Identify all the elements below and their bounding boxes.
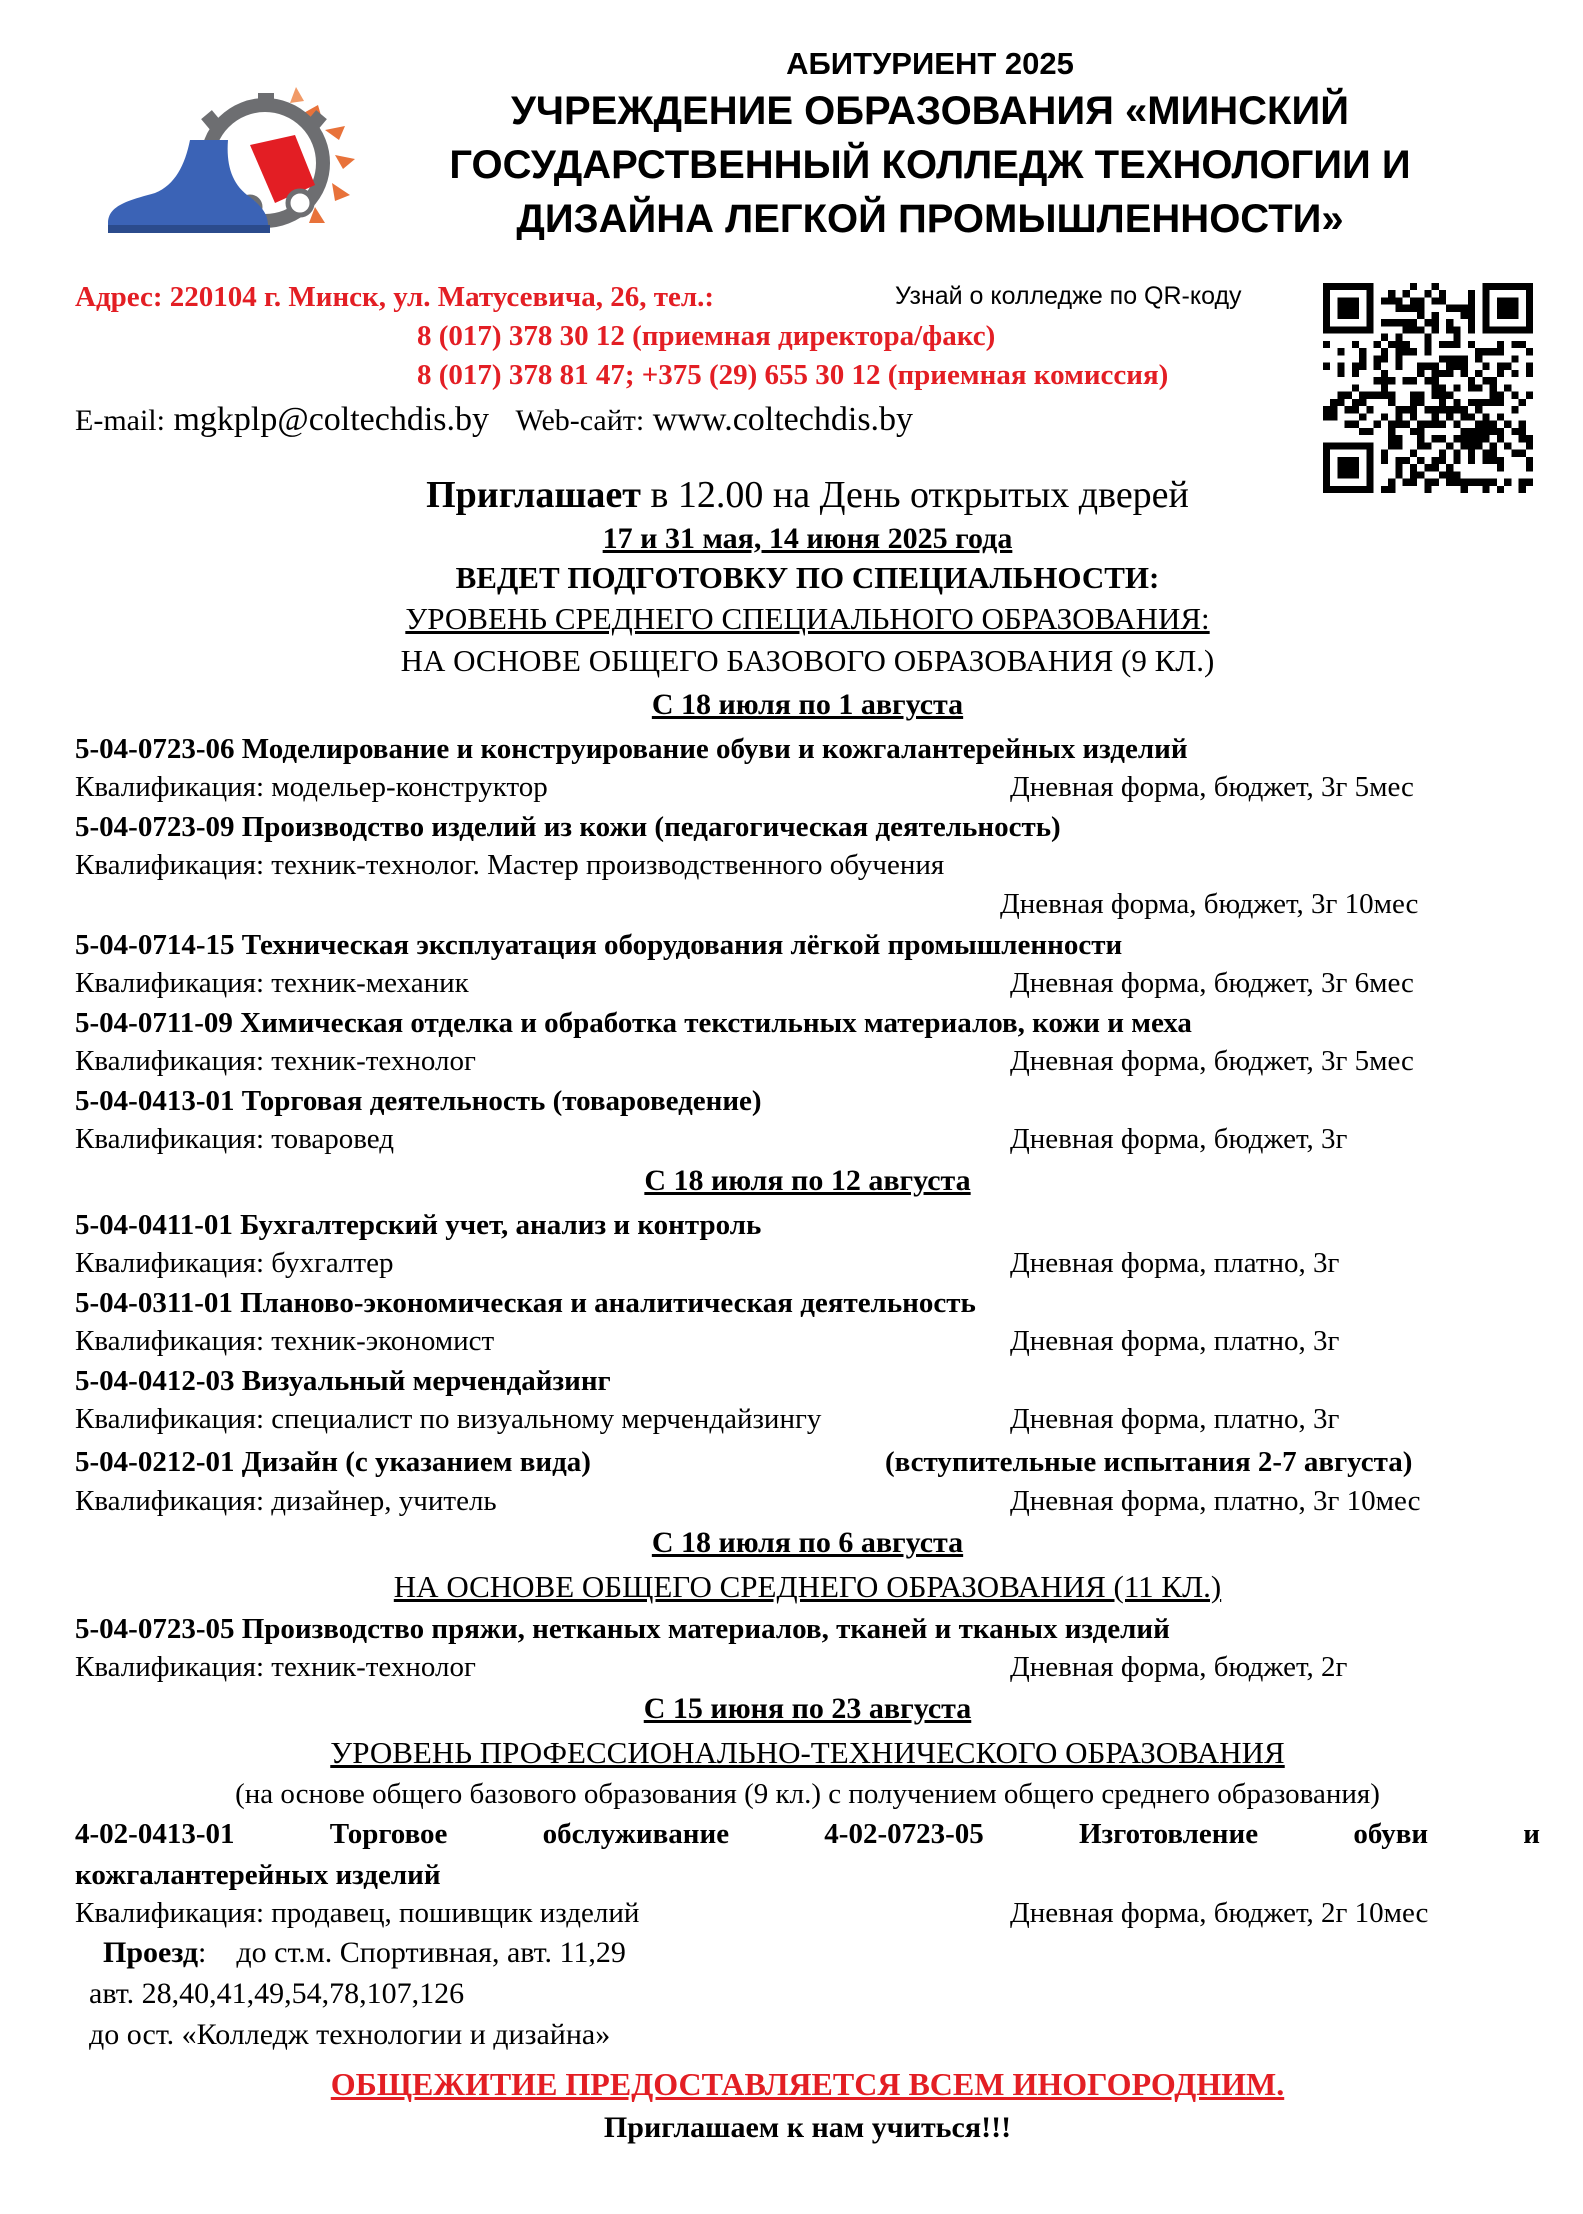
qualification: Квалификация: бухгалтер <box>75 1247 394 1279</box>
qualification: Квалификация: дизайнер, учитель <box>75 1485 497 1517</box>
period-3: С 18 июля по 6 августа <box>651 1526 964 1559</box>
vocational-word: Торговое <box>329 1818 448 1850</box>
specialty-details <box>75 964 1540 1002</box>
specialty-group-3 <box>75 1610 1540 1686</box>
study-form: Дневная форма, бюджет, 3г 5мес <box>1010 1045 1414 1077</box>
open-day-dates: 17 и 31 мая, 14 июня 2025 года <box>602 522 1013 555</box>
email-web-line <box>75 397 1315 444</box>
address: Адрес: 220104 г. Минск, ул. Матусевича, 26, тел.: <box>75 281 715 313</box>
web-link[interactable]: www.coltechdis.by <box>652 401 914 438</box>
study-form: Дневная форма, бюджет, 2г 10мес <box>1010 1897 1429 1929</box>
invite-rest: в 12.00 на День открытых дверей <box>640 474 1189 516</box>
entrance-exams: (вступительные испытания 2-7 августа) <box>885 1446 1413 1478</box>
email-label: E-mail: <box>75 404 165 437</box>
web-label: Web-сайт: <box>515 404 645 437</box>
specialty-details <box>75 1120 1540 1158</box>
preparation-title: ВЕДЕТ ПОДГОТОВКУ ПО СПЕЦИАЛЬНОСТИ: <box>455 560 1160 595</box>
travel-label: Проезд <box>103 1936 199 1969</box>
specialty-name: 5-04-0714-15 Техническая эксплуатация оборудования лёгкой промышленности <box>75 929 1123 961</box>
specialty-details <box>75 846 1540 884</box>
level-vocational: УРОВЕНЬ ПРОФЕССИОНАЛЬНО-ТЕХНИЧЕСКОГО ОБРАЗОВАНИЯ <box>330 1735 1285 1770</box>
institution-line-3: ДИЗАЙНА ЛЕГКОЙ ПРОМЫШЛЕННОСТИ» <box>516 197 1344 241</box>
specialty-group-2 <box>75 1206 1540 1520</box>
specialty-name: 5-04-0412-03 Визуальный мерчендайзинг <box>75 1365 611 1397</box>
specialty-vocational <box>75 1814 1540 1932</box>
contacts <box>75 278 1315 444</box>
basis-basic: НА ОСНОВЕ ОБЩЕГО БАЗОВОГО ОБРАЗОВАНИЯ (9 КЛ.) <box>400 643 1215 678</box>
study-form: Дневная форма, платно, 3г <box>1010 1247 1340 1279</box>
qualification: Квалификация: специалист по визуальному мерчендайзингу <box>75 1403 822 1435</box>
specialty-name: 5-04-0212-01 Дизайн (с указанием вида) <box>75 1446 591 1478</box>
main-content <box>75 470 1540 2149</box>
travel-line-1 <box>89 1932 1540 1973</box>
study-form: Дневная форма, платно, 3г <box>1010 1325 1340 1357</box>
header <box>380 44 1480 246</box>
study-form: Дневная форма, бюджет, 2г <box>1010 1651 1348 1683</box>
college-logo-icon <box>100 85 370 240</box>
qualification: Квалификация: техник-технолог <box>75 1045 476 1077</box>
specialty-name: 5-04-0311-01 Планово-экономическая и аналитическая деятельность <box>75 1287 976 1319</box>
qualification: Квалификация: модельер-конструктор <box>75 771 548 803</box>
phone-director: 8 (017) 378 30 12 (приемная директора/факс) <box>417 320 996 352</box>
invite-bold: Приглашает <box>426 474 641 516</box>
study-form: Дневная форма, бюджет, 3г 10мес <box>1000 888 1419 920</box>
email-link[interactable]: mgkplp@coltechdis.by <box>173 401 490 438</box>
specialty-name: 5-04-0411-01 Бухгалтерский учет, анализ и контроль <box>75 1209 762 1241</box>
travel-line-1-text: : до ст.м. Спортивная, авт. 11,29 <box>198 1936 626 1969</box>
study-form: Дневная форма, бюджет, 3г 5мес <box>1010 771 1414 803</box>
specialty-name: 5-04-0723-05 Производство пряжи, нетканых материалов, тканей и тканых изделий <box>75 1613 1170 1645</box>
phone-admissions: 8 (017) 378 81 47; +375 (29) 655 30 12 (приемная комиссия) <box>417 359 1169 391</box>
vocational-word: Изготовление <box>1078 1818 1259 1850</box>
qualification: Квалификация: техник-механик <box>75 967 469 999</box>
specialty-details <box>75 1894 1540 1932</box>
abiturient-title: АБИТУРИЕНТ 2025 <box>786 46 1074 81</box>
period-1: С 18 июля по 1 августа <box>651 688 964 721</box>
specialty-details <box>75 1400 1540 1438</box>
hostel-notice: ОБЩЕЖИТИЕ ПРЕДОСТАВЛЯЕТСЯ ВСЕМ ИНОГОРОДНИМ. <box>330 2066 1285 2102</box>
specialty-group-1 <box>75 730 1540 1158</box>
specialty-name-continued: кожгалантерейных изделий <box>75 1859 441 1891</box>
specialty-details <box>75 1648 1540 1686</box>
specialty-details <box>75 1322 1540 1360</box>
qualification: Квалификация: продавец, пошивщик изделий <box>75 1897 640 1929</box>
specialty-name: 5-04-0723-09 Производство изделий из кожи (педагогическая деятельность) <box>75 811 1061 843</box>
travel-line-2: авт. 28,40,41,49,54,78,107,126 <box>89 1977 465 2010</box>
vocational-word: обуви <box>1353 1818 1429 1850</box>
specialty-name: 5-04-0413-01 Торговая деятельность (товароведение) <box>75 1085 762 1117</box>
specialty-name: 5-04-0711-09 Химическая отделка и обработка текстильных материалов, кожи и меха <box>75 1007 1192 1039</box>
period-2: С 18 июля по 12 августа <box>644 1164 971 1197</box>
qr-code-icon[interactable] <box>1323 283 1533 493</box>
travel-info <box>75 1932 1540 2055</box>
qualification: Квалификация: техник-экономист <box>75 1325 495 1357</box>
study-form: Дневная форма, бюджет, 3г <box>1010 1123 1348 1155</box>
specialty-details <box>75 768 1540 806</box>
specialty-details <box>75 1042 1540 1080</box>
level-secondary: УРОВЕНЬ СРЕДНЕГО СПЕЦИАЛЬНОГО ОБРАЗОВАНИЯ: <box>405 601 1210 636</box>
vocational-word: обслуживание <box>542 1818 730 1850</box>
vocational-basis: (на основе общего базового образования (9 кл.) с получением общего среднего образования) <box>235 1778 1380 1810</box>
specialty-details <box>75 1482 1540 1520</box>
specialty-details <box>75 1244 1540 1282</box>
institution-line-2: ГОСУДАРСТВЕННЫЙ КОЛЛЕДЖ ТЕХНОЛОГИИ И <box>449 143 1411 187</box>
study-form: Дневная форма, платно, 3г 10мес <box>1010 1485 1421 1517</box>
qualification: Квалификация: техник-технолог <box>75 1651 476 1683</box>
institution-line-1: УЧРЕЖДЕНИЕ ОБРАЗОВАНИЯ «МИНСКИЙ <box>511 89 1349 133</box>
study-form: Дневная форма, бюджет, 3г 6мес <box>1010 967 1414 999</box>
vocational-word: 4-02-0723-05 <box>824 1818 984 1850</box>
open-day-invite <box>75 470 1540 520</box>
period-4: С 15 июня по 23 августа <box>643 1692 972 1725</box>
qualification: Квалификация: товаровед <box>75 1123 395 1155</box>
specialty-name: 5-04-0723-06 Моделирование и конструирование обуви и кожгалантерейных изделий <box>75 733 1188 765</box>
vocational-word: 4-02-0413-01 <box>75 1818 235 1850</box>
study-form: Дневная форма, платно, 3г <box>1010 1403 1340 1435</box>
welcome-text: Приглашаем к нам учиться!!! <box>603 2111 1012 2144</box>
travel-line-3: до ост. «Колледж технологии и дизайна» <box>89 2018 611 2051</box>
specialty-design <box>75 1442 1540 1482</box>
vocational-word: и <box>1523 1818 1540 1850</box>
vocational-specialties-line <box>75 1814 1540 1854</box>
qr-hint: Узнай о колледже по QR-коду <box>895 282 1242 310</box>
basis-general: НА ОСНОВЕ ОБЩЕГО СРЕДНЕГО ОБРАЗОВАНИЯ (11 КЛ.) <box>393 1569 1222 1604</box>
qualification: Квалификация: техник-технолог. Мастер производственного обучения <box>75 849 945 881</box>
